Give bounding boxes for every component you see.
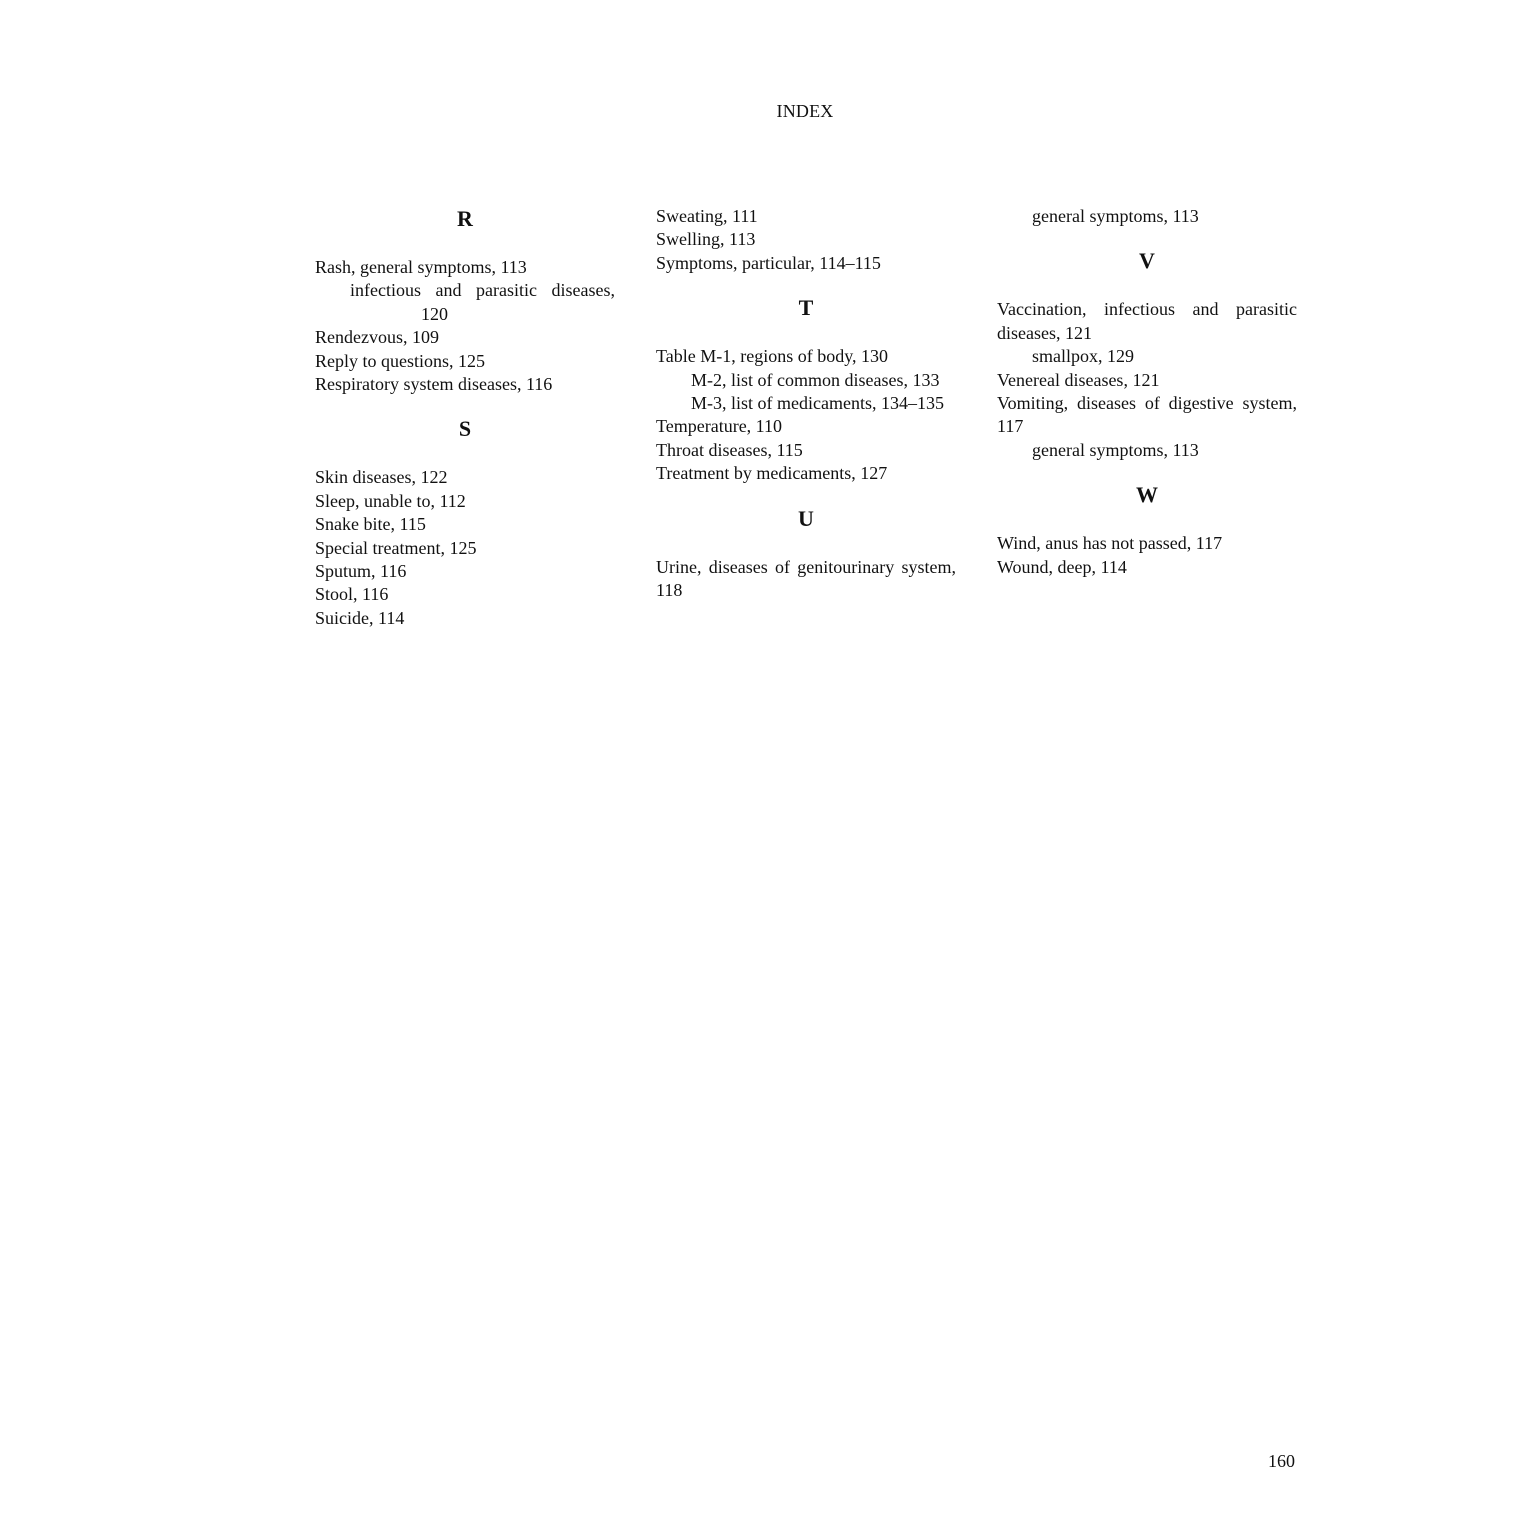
index-entry: Table M-1, regions of body, 130 <box>656 346 889 367</box>
section-r-entries <box>315 256 615 396</box>
section-t-entries <box>656 345 956 485</box>
section-letter-r: R <box>457 206 473 231</box>
index-subentry: infectious and parasitic diseases, 120 <box>350 280 615 324</box>
index-subentry: M-3, list of medicaments, 134–135 <box>691 393 944 414</box>
index-subentry: smallpox, 129 <box>1032 346 1134 367</box>
index-subentry: general symptoms, 113 <box>1032 206 1199 226</box>
index-entry: Suicide, 114 <box>315 607 405 628</box>
index-entry: Vaccination, infectious and parasitic diseases, 121 <box>997 299 1297 343</box>
index-column-2 <box>656 205 956 602</box>
index-entry: Sweating, 111 <box>656 206 758 226</box>
index-column-3 <box>997 205 1297 579</box>
index-entry: Special treatment, 125 <box>315 537 477 558</box>
index-subentry: general symptoms, 113 <box>1032 439 1199 460</box>
index-entry: Skin diseases, 122 <box>315 467 448 488</box>
index-entry: Rendezvous, 109 <box>315 327 439 348</box>
index-entry: Wound, deep, 114 <box>997 556 1127 577</box>
index-entry: Throat diseases, 115 <box>656 439 803 460</box>
continued-entries <box>997 205 1297 228</box>
section-letter-u: U <box>798 505 814 531</box>
index-column-1 <box>315 205 615 630</box>
section-letter-s: S <box>458 416 472 442</box>
index-entry: Sleep, unable to, 112 <box>315 490 466 511</box>
continued-entries <box>656 205 956 275</box>
section-letter-w: W <box>1136 482 1158 508</box>
index-entry: Snake bite, 115 <box>315 514 426 535</box>
index-entry: Vomiting, diseases of digestive system, 117 <box>997 393 1297 437</box>
index-entry: Wind, anus has not passed, 117 <box>997 533 1223 554</box>
running-head: INDEX <box>776 101 834 121</box>
index-entry: Rash, general symptoms, 113 <box>315 257 527 277</box>
index-subentry: M-2, list of common diseases, 133 <box>691 369 940 390</box>
section-u-entries <box>656 556 956 603</box>
index-entry: Swelling, 113 <box>656 229 756 250</box>
index-entry: Urine, diseases of genitourinary system, 118 <box>656 556 956 601</box>
section-letter-t: T <box>798 295 814 321</box>
index-entry: Respiratory system diseases, 116 <box>315 374 553 395</box>
section-s-entries <box>315 466 615 630</box>
index-entry: Symptoms, particular, 114–115 <box>656 252 881 273</box>
index-entry: Reply to questions, 125 <box>315 350 485 371</box>
section-letter-v: V <box>1139 248 1155 274</box>
index-entry: Venereal diseases, 121 <box>997 369 1160 390</box>
index-entry: Sputum, 116 <box>315 561 407 582</box>
page-number: 160 <box>1268 1451 1295 1471</box>
index-entry: Temperature, 110 <box>656 416 783 437</box>
index-entry: Treatment by medicaments, 127 <box>656 463 888 484</box>
index-entry: Stool, 116 <box>315 584 389 605</box>
section-w-entries <box>997 532 1297 579</box>
section-v-entries <box>997 298 1297 462</box>
